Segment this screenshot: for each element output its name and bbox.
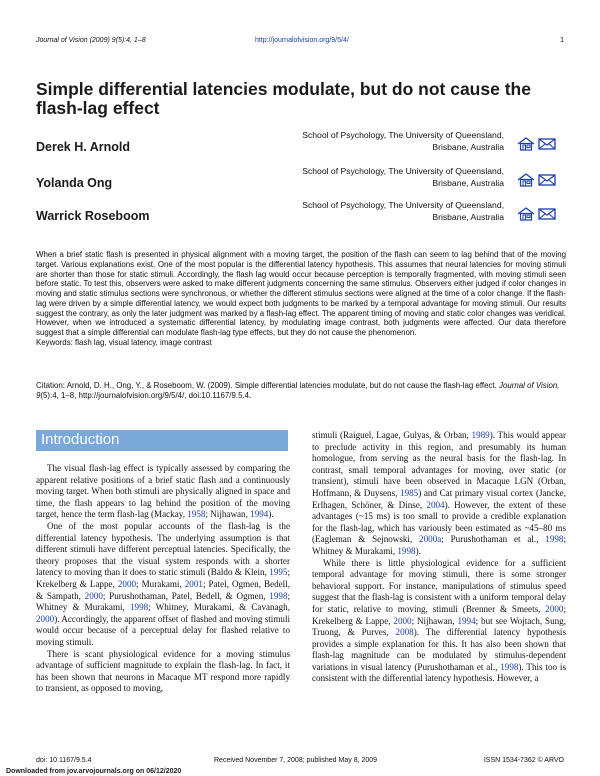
citation: Citation: Arnold, D. H., Ong, Y., & Roseboom, W. (2009). Simple differential latencies modulate, but do not cause the flash-lag effect. Journal of Vision, 9(5):4, 1–8, http://journalofvision.org/9/5/4/, doi:10.1167/9.5.4.: [36, 381, 560, 400]
author-contact-icons: [517, 137, 556, 151]
footer-issn: ISSN 1534-7362 © ARVO: [483, 757, 564, 764]
download-notice: Downloaded from jov.arvojournals.org on 06/12/2020: [6, 768, 182, 775]
home-icon[interactable]: [517, 173, 535, 187]
reference-link[interactable]: 2008: [395, 627, 414, 638]
envelope-icon[interactable]: [538, 137, 556, 151]
abstract-text: When a brief static flash is presented in physical alignment with a moving target, the position of the flash can seem to lag behind that of the moving target. Various explanations exist. One of the most popular is the differential latency hypothesis. This assumes that neural latencies for moving stimuli are shorter than those for static stimuli. Accordingly, the flash lag would occur because perception is temporally fragmented, with moving stimuli seen before static. To test this, observers were asked to make different judgments concerning the same stimulus. Observers either judged if color changes in moving and static stimulus sections were synchronous, or whether the different stimulus sections were aligned at the time of a color change. If the flash-lag were driven by a simple differential latency, we would expect both judgments to be marked by a temporal advantage for moving stimuli. Our results suggest the contrary, as only the later judgment was marked by a flash-lag effect. The apparent timing of moving and static color changes was veridical. However, when we introduced a systematic differential latency, by modulating image contrast, both judgments were affected. Our data therefore suggest that a simple differential can modulate flash-lag type effects, but they do not cause the phenomenon.: [36, 250, 566, 337]
author-name: Yolanda Ong: [36, 176, 113, 190]
section-title: Introduction: [41, 431, 120, 448]
author-name: Derek H. Arnold: [36, 140, 131, 154]
article-url-link[interactable]: http://journalofvision.org/9/5/4/: [255, 37, 349, 44]
home-icon[interactable]: [517, 207, 535, 221]
reference-link[interactable]: 1994: [457, 615, 476, 626]
keywords: Keywords: flash lag, visual latency, image contrast: [36, 337, 212, 347]
reference-link[interactable]: 1998: [269, 590, 288, 601]
reference-link[interactable]: 1985: [400, 487, 419, 498]
author-contact-icons: [517, 173, 556, 187]
journal-reference: Journal of Vision (2009) 9(5):4, 1–8: [36, 37, 146, 44]
paragraph: There is scant physiological evidence for a moving stimulus advantage of sufficient magnitude to explain the flash-lag. In fact, it has been shown that neurons in Macaque MT respond more rapidly to transient, as opposed to moving,: [36, 648, 290, 694]
reference-link[interactable]: 1998: [129, 602, 149, 613]
reference-link[interactable]: 1995: [269, 567, 288, 578]
reference-link[interactable]: 2000: [117, 578, 137, 589]
reference-link[interactable]: 1958: [187, 509, 206, 520]
reference-link[interactable]: 2000: [36, 613, 55, 624]
reference-link[interactable]: 1989: [471, 430, 490, 440]
reference-link[interactable]: 2000: [84, 590, 103, 601]
reference-link[interactable]: 2001: [184, 578, 203, 589]
reference-link[interactable]: 1998: [500, 661, 519, 672]
reference-link[interactable]: 1998: [397, 545, 416, 556]
author-affiliation: School of Psychology, The University of Queensland, Brisbane, Australia: [302, 130, 504, 152]
paragraph: While there is little physiological evidence for a sufficient temporal advantage for moving stimuli, there is some stronger behavioral support. For instance, manipulations of stimulus speed suggest that the flash-lag is consistent with a uniform temporal delay for static, relative to moving, stimuli (Brenner & Smeets, 2000; Krekelberg & Lappe, 2000; Nijhawan, 1994; but see Wojtach, Sung, Truong, & Purves, 2008). The differential latency hypothesis provides a simple explanation for this. It has also been shown that flash-lag magnitude can be modulated by stimulus-dependent variations in visual latency (Purushothaman et al., 1998). This too is consistent with the differential latency hypothesis. However, a: [312, 557, 566, 684]
reference-link[interactable]: 2000a: [419, 534, 442, 545]
author-affiliation: School of Psychology, The University of Queensland, Brisbane, Australia: [302, 166, 504, 188]
body-column-right: [312, 430, 566, 685]
abstract: [36, 250, 566, 348]
paragraph: One of the most popular accounts of the flash-lag is the differential latency hypothesis. The underlying assumption is that different stimuli have different perceptual latencies. Specifically, the theory proposes that the visual system responds with a shorter latency to moving than it does to static stimuli (Baldo & Klein, 1995; Krekelberg & Lappe, 2000; Murakami, 2001; Patel, Ogmen, Bedell, & Sampath, 2000; Purushothaman, Patel, Bedell, & Ogmen, 1998; Whitney & Murakami, 1998; Whitney, Murakami, & Cavanagh, 2000). Accordingly, the apparent offset of flashed and moving stimuli would occur because of a perceptual delay for flashed relative to moving stimuli.: [36, 520, 291, 647]
reference-link[interactable]: 1994: [250, 509, 269, 520]
home-icon[interactable]: [517, 137, 535, 151]
envelope-icon[interactable]: [538, 173, 556, 187]
envelope-icon[interactable]: [538, 207, 556, 221]
article-title: Simple differential latencies modulate, but do not cause the flash-lag effect: [36, 79, 531, 118]
paragraph: The visual flash-lag effect is typically assessed by comparing the apparent relative positions of a brief static flash and a continuously moving target. When both stimuli are physically aligned in space and time, the flash appears to lag behind the position of the moving target, hence the term flash-lag (Mackay, 1958; Nijhawan, 1994).: [36, 463, 290, 520]
reference-link[interactable]: 2000: [545, 603, 564, 614]
author-affiliation: School of Psychology, The University of Queensland, Brisbane, Australia: [302, 200, 504, 222]
reference-link[interactable]: 2000: [393, 615, 412, 626]
footer-doi: doi: 10.1167/9.5.4: [36, 757, 92, 764]
body-column-left: [36, 463, 290, 695]
reference-link[interactable]: 1998: [545, 534, 564, 545]
author-name: Warrick Roseboom: [36, 209, 150, 223]
paragraph: stimuli (Raiguel, Lagae, Gulyas, & Orban, 1989). This would appear to preclude activity in this region, and presumably its human homologue, from serving as the neural basis for the flash-lag. In contrast, small temporal advantages for moving, over static (or transient), stimuli have been observed in Macaque LGN (Orban, Hoffmann, & Duysens, 1985) and Cat primary visual cortex (Jancke, Erlhagen, Schöner, & Dinse, 2004). However, the extent of these advantages (~15 ms) is too small to provide a credible explanation for the flash-lag, which has variously been estimated as ~45–80 ms (Eagleman & Sejnowski, 2000a; Purushothaman et al., 1998; Whitney & Murakami, 1998).: [312, 430, 567, 556]
section-heading-bar: [36, 430, 288, 451]
footer-received: Received November 7, 2008; published May 8, 2009: [214, 757, 378, 764]
page-number: 1: [560, 37, 564, 44]
reference-link[interactable]: 2004: [426, 499, 445, 510]
author-contact-icons: [517, 207, 556, 221]
